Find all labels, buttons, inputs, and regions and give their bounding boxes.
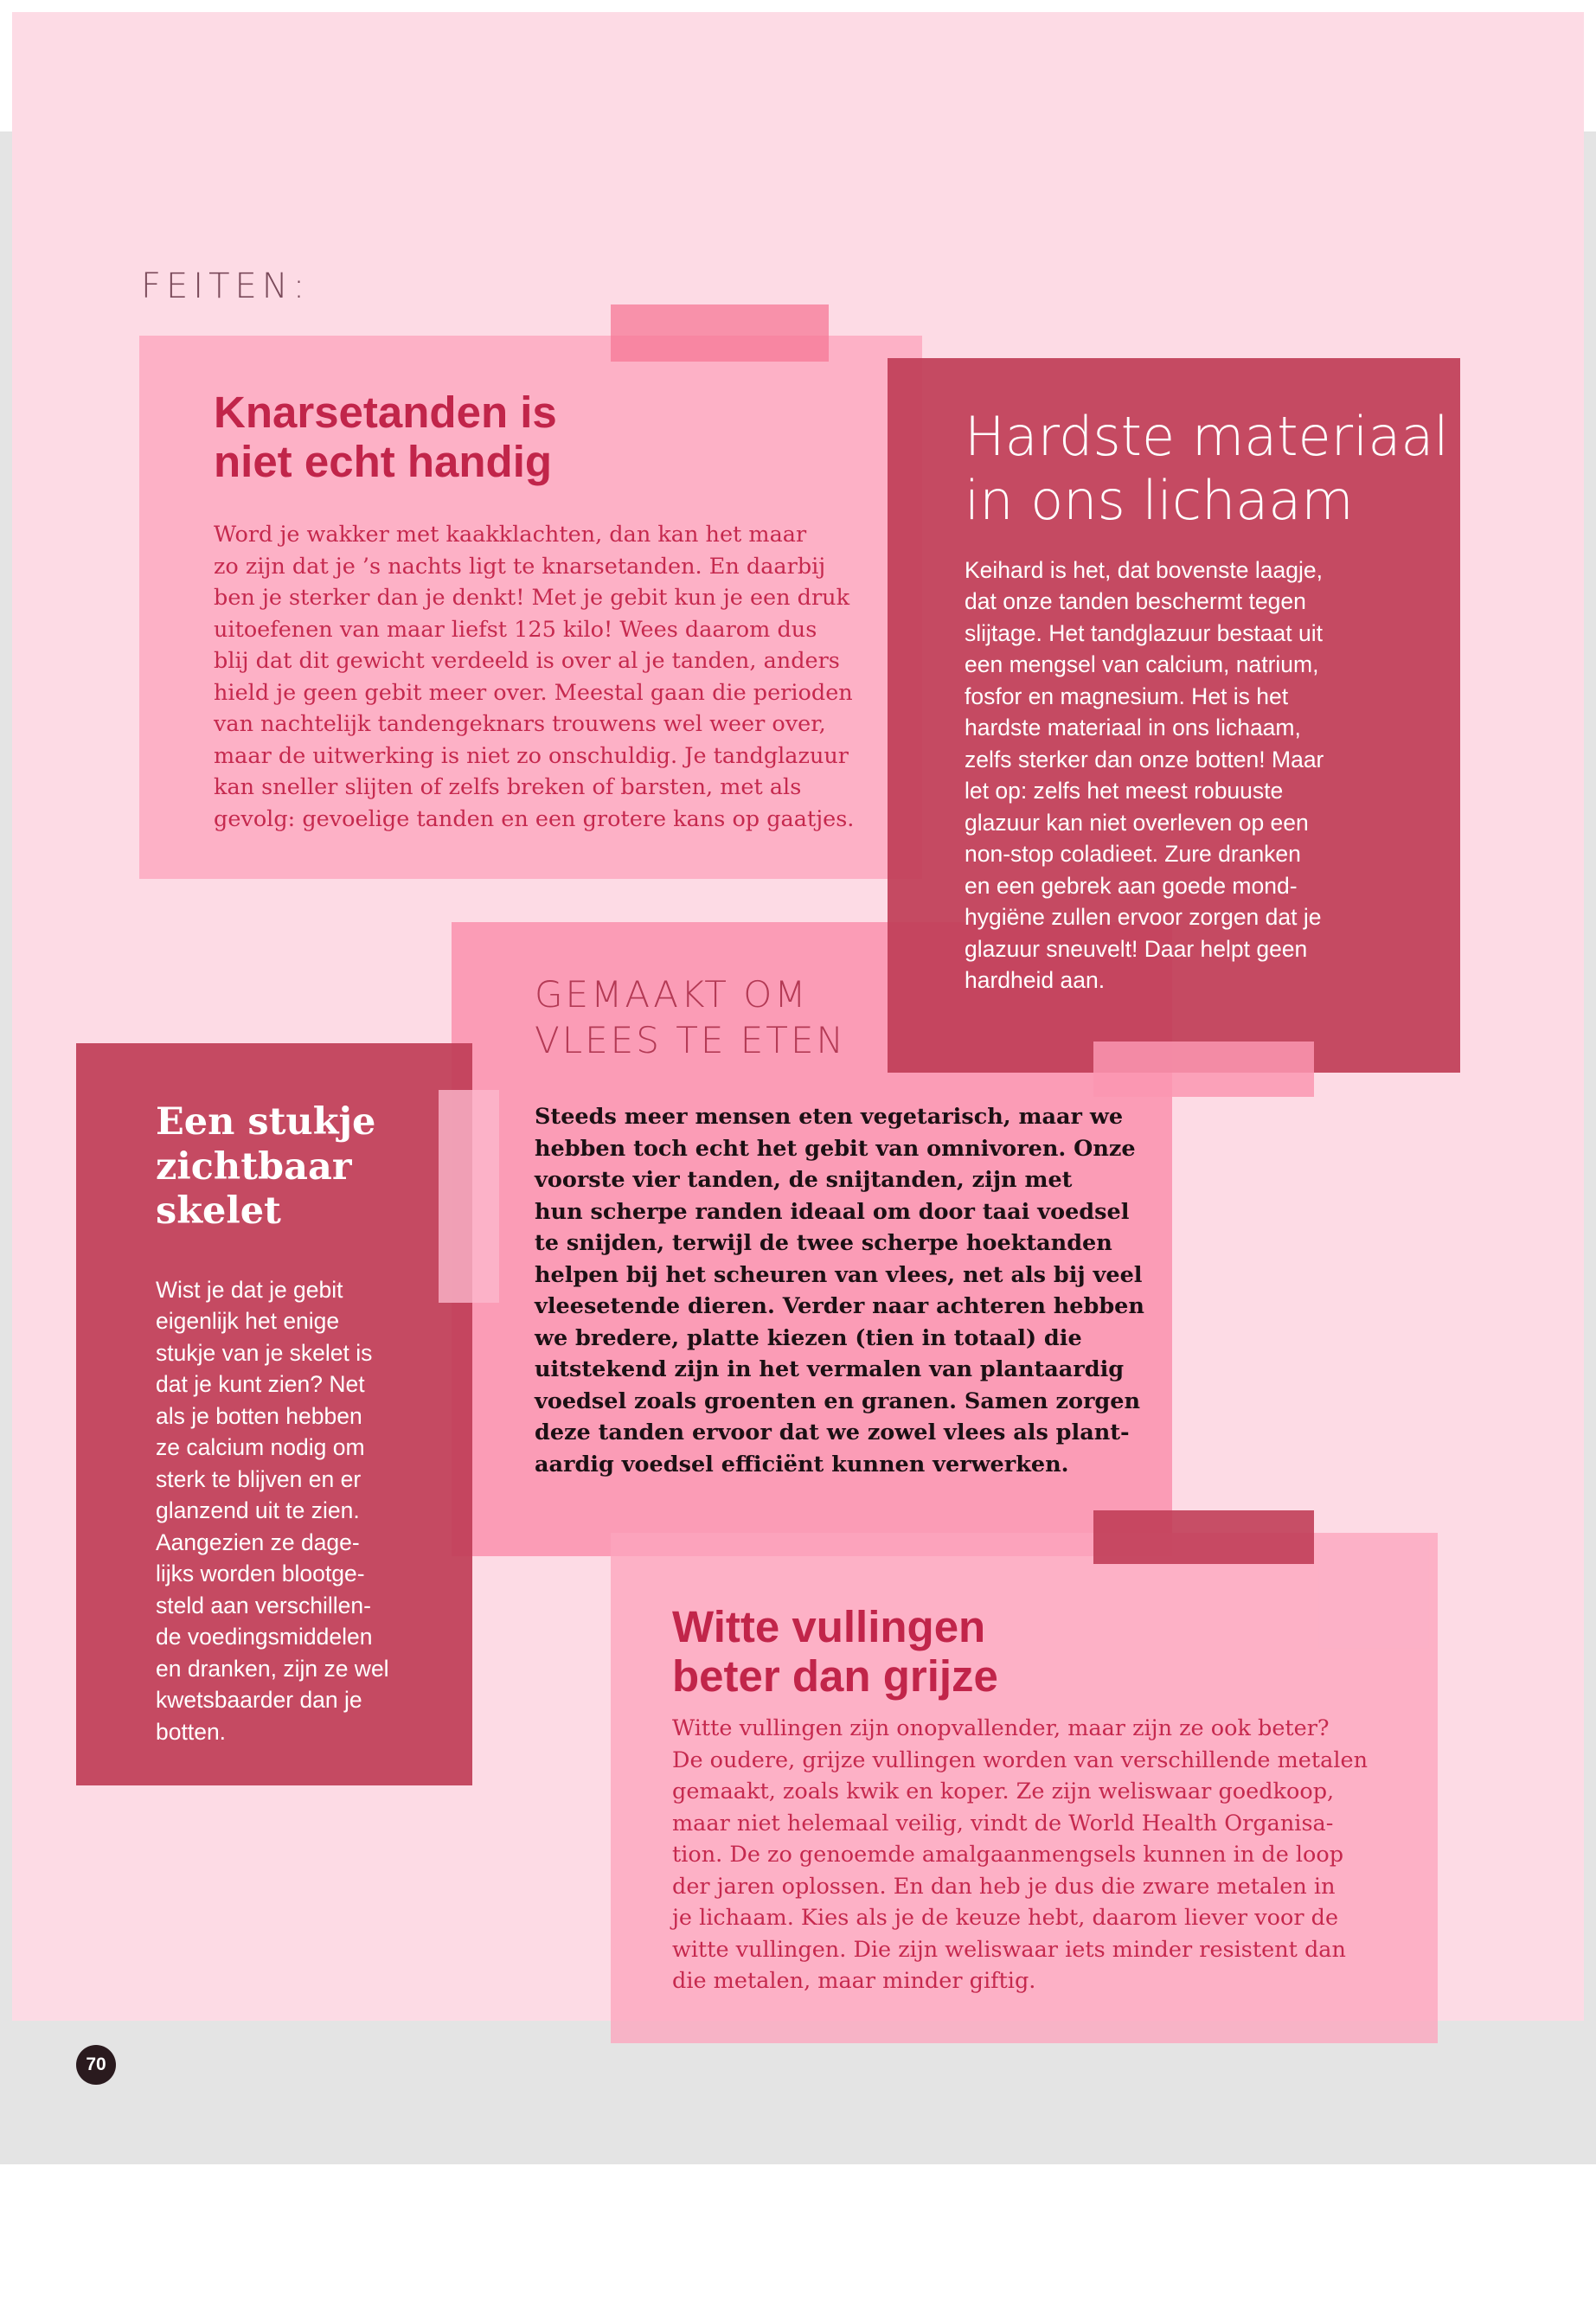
body-line: let op: zelfs het meest robuuste — [965, 778, 1284, 804]
title-line: zichtbaar — [156, 1144, 352, 1189]
article-skelet — [156, 1100, 458, 1747]
tape-strip — [611, 304, 829, 362]
body-line: fosfor en magnesium. Het is het — [965, 683, 1289, 709]
body-line: Witte vullingen zijn onopvallender, maar zijn ze ook beter? — [672, 1715, 1330, 1742]
body-line: vleesetende dieren. Verder naar achteren hebben — [535, 1293, 1144, 1319]
title-line: Een stukje — [156, 1100, 376, 1144]
article-title — [965, 405, 1449, 534]
body-line: Word je wakker met kaakklachten, dan kan het maar — [214, 522, 807, 548]
body-line: van nachtelijk tandengeknars trouwens wel weer over, — [214, 711, 826, 738]
body-line: uitoefenen van maar liefst 125 kilo! Wees daarom dus — [214, 616, 817, 643]
body-line: deze tanden ervoor dat we zowel vlees als plant- — [535, 1420, 1130, 1445]
article-body — [214, 519, 871, 835]
article-title — [214, 388, 871, 486]
body-line: hygiëne zullen ervoor zorgen dat je — [965, 904, 1322, 931]
title-line: GEMAAKT OM — [535, 973, 809, 1016]
body-line: je lichaam. Kies als je de keuze hebt, daarom liever voor de — [672, 1905, 1339, 1932]
article-body — [672, 1713, 1425, 1997]
body-line: glanzend uit te zien. — [156, 1497, 360, 1524]
body-line: voorste vier tanden, de snijtanden, zijn met — [535, 1167, 1073, 1193]
body-line: glazuur sneuvelt! Daar helpt geen — [965, 935, 1308, 962]
page-number-badge: 70 — [76, 2045, 116, 2085]
body-line: lijks worden blootge- — [156, 1561, 365, 1587]
body-line: helpen bij het scheuren van vlees, net als bij veel — [535, 1261, 1143, 1288]
title-line: VLEES TE ETEN — [535, 1018, 846, 1061]
body-line: blij dat dit gewicht verdeeld is over al je tanden, anders — [214, 648, 840, 675]
body-line: kan sneller slijten of zelfs breken of barsten, met als — [214, 774, 802, 801]
article-vullingen — [672, 1602, 1425, 1997]
article-hardste — [965, 405, 1449, 997]
body-line: glazuur kan niet overleven op een — [965, 809, 1309, 836]
body-line: te snijden, terwijl de twee scherpe hoektanden — [535, 1230, 1112, 1256]
body-line: Steeds meer mensen eten vegetarisch, maar we — [535, 1104, 1124, 1130]
body-line: eigenlijk het enige — [156, 1308, 340, 1335]
article-body — [156, 1274, 458, 1748]
body-line: sterk te blijven en er — [156, 1465, 362, 1492]
title-line: beter dan grijze — [672, 1651, 998, 1702]
body-line: witte vullingen. Die zijn weliswaar iets minder resistent dan — [672, 1936, 1346, 1963]
article-vlees — [535, 972, 1157, 1480]
body-line: Wist je dat je gebit — [156, 1276, 343, 1303]
body-line: hardste materiaal in ons lichaam, — [965, 715, 1301, 741]
section-label: FEITEN: — [141, 266, 311, 306]
body-line: gemaakt, zoals kwik en koper. Ze zijn weliswaar goedkoop, — [672, 1779, 1335, 1805]
article-knarsetanden — [214, 388, 871, 835]
article-title — [535, 972, 1157, 1063]
body-line: der jaren oplossen. En dan heb je dus die zware metalen in — [672, 1873, 1336, 1900]
article-title — [156, 1100, 458, 1234]
body-line: botten. — [156, 1718, 227, 1745]
title-line: Witte vullingen — [672, 1602, 986, 1651]
body-line: stukje van je skelet is — [156, 1339, 373, 1366]
body-line: hardheid aan. — [965, 967, 1106, 994]
title-line: Knarsetanden is — [214, 388, 557, 437]
title-line: in ons lichaam — [965, 469, 1354, 533]
body-line: dat onze tanden beschermt tegen — [965, 588, 1306, 615]
title-line: niet echt handig — [214, 437, 553, 487]
body-line: Aangezien ze dage- — [156, 1529, 360, 1555]
body-line: en een gebrek aan goede mond- — [965, 872, 1298, 899]
title-line: skelet — [156, 1189, 281, 1234]
body-line: dat je kunt zien? Net — [156, 1371, 365, 1398]
body-line: Keihard is het, dat bovenste laagje, — [965, 556, 1323, 583]
body-line: maar niet helemaal veilig, vindt de World Health Organisa- — [672, 1810, 1334, 1836]
article-body — [965, 554, 1449, 997]
body-line: slijtage. Het tandglazuur bestaat uit — [965, 619, 1323, 646]
body-line: non-stop coladieet. Zure dranken — [965, 841, 1301, 868]
body-line: steld aan verschillen- — [156, 1592, 371, 1618]
body-line: hebben toch echt het gebit van omnivoren. Onze — [535, 1135, 1136, 1162]
body-line: uitstekend zijn in het vermalen van plantaardig — [535, 1356, 1125, 1382]
body-line: De oudere, grijze vullingen worden van verschillende metalen — [672, 1747, 1368, 1773]
body-line: zo zijn dat je ’s nachts ligt te knarsetanden. En daarbij — [214, 553, 826, 580]
body-line: ben je sterker dan je denkt! Met je gebit kun je een druk — [214, 585, 850, 612]
body-line: gevolg: gevoelige tanden en een grotere kans op gaatjes. — [214, 805, 855, 832]
body-line: een mengsel van calcium, natrium, — [965, 651, 1319, 678]
body-line: die metalen, maar minder giftig. — [672, 1968, 1036, 1995]
article-body — [535, 1101, 1157, 1480]
body-line: en dranken, zijn ze wel — [156, 1655, 389, 1682]
body-line: hun scherpe randen ideaal om door taai voedsel — [535, 1198, 1130, 1225]
body-line: voedsel zoals groenten en granen. Samen zorgen — [535, 1388, 1140, 1414]
body-line: maar de uitwerking is niet zo onschuldig. Je tandglazuur — [214, 742, 849, 769]
tape-strip — [1093, 1510, 1314, 1564]
body-line: aardig voedsel efficiënt kunnen verwerken. — [535, 1451, 1069, 1477]
title-line: Hardste materiaal — [965, 405, 1449, 468]
body-line: als je botten hebben — [156, 1402, 362, 1429]
body-line: ze calcium nodig om — [156, 1434, 365, 1461]
body-line: de voedingsmiddelen — [156, 1624, 373, 1650]
article-title — [672, 1602, 1425, 1701]
body-line: tion. De zo genoemde amalgaanmengsels kunnen in de loop — [672, 1842, 1344, 1868]
body-line: kwetsbaarder dan je — [156, 1687, 362, 1714]
body-line: hield je geen gebit meer over. Meestal gaan die perioden — [214, 679, 853, 706]
body-line: zelfs sterker dan onze botten! Maar — [965, 746, 1324, 772]
body-line: we bredere, platte kiezen (tien in totaal) die — [535, 1324, 1082, 1351]
